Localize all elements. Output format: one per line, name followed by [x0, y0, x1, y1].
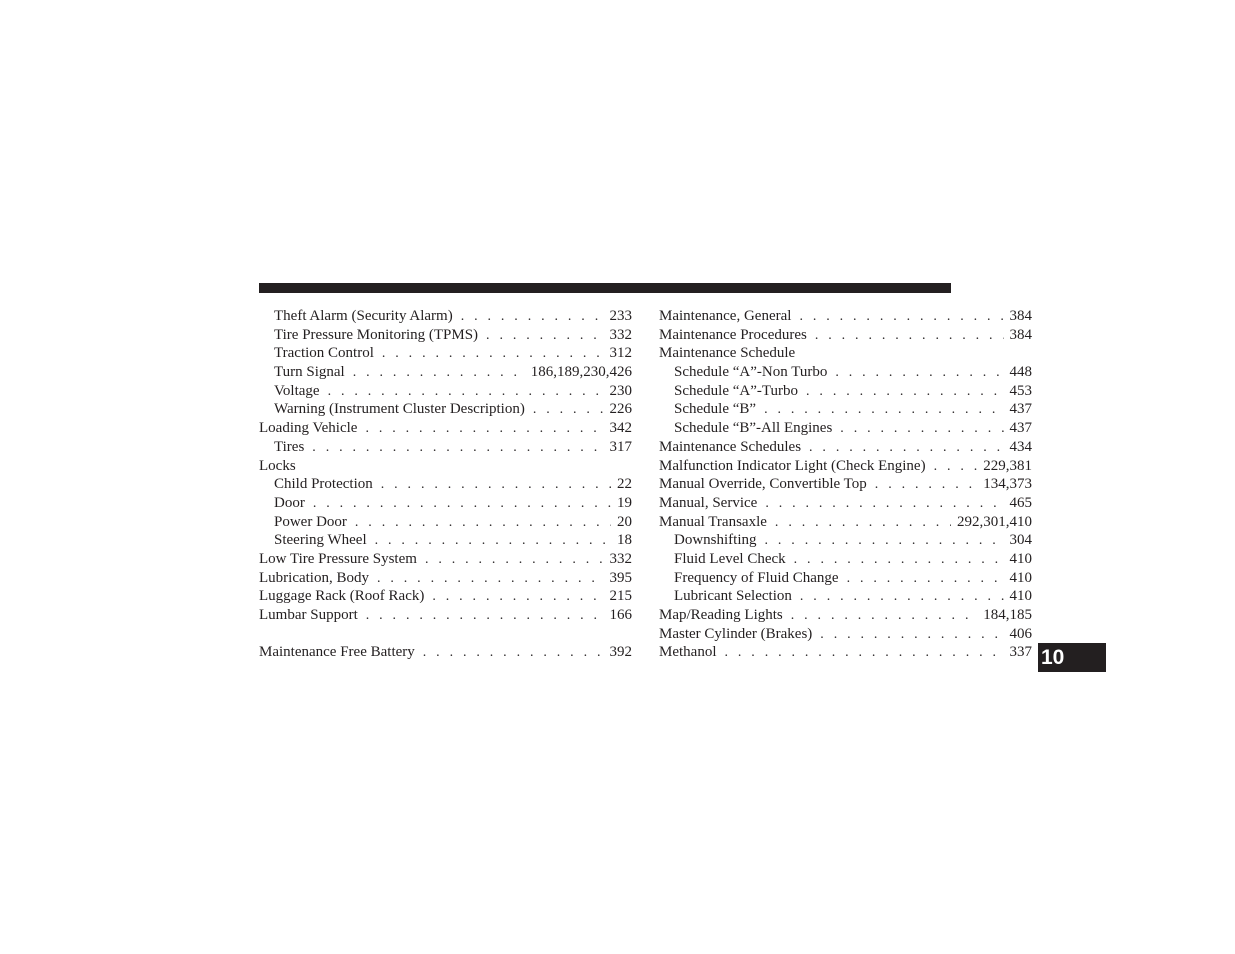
index-entry: Traction Control . . . 312: [259, 344, 632, 363]
index-entry: Lubricant Selection . . . 410: [659, 587, 1032, 606]
index-entry: Maintenance, General . . . 384: [659, 307, 1032, 326]
index-entry: Schedule “B” . . . 437: [659, 400, 1032, 419]
index-entry: Fluid Level Check . . . 410: [659, 550, 1032, 569]
index-entry: Tire Pressure Monitoring (TPMS) . . . 332: [259, 326, 632, 345]
index-entry: Manual Transaxle . . . 292,301,410: [659, 513, 1032, 532]
index-entry: Downshifting . . . 304: [659, 531, 1032, 550]
index-entry: Malfunction Indicator Light (Check Engine) . . . 229,381: [659, 457, 1032, 476]
index-entry: Luggage Rack (Roof Rack) . . . 215: [259, 587, 632, 606]
index-entry: Master Cylinder (Brakes) . . . 406: [659, 625, 1032, 644]
index-entry: Manual Override, Convertible Top . . . 134,373: [659, 475, 1032, 494]
index-entry: Low Tire Pressure System . . . 332: [259, 550, 632, 569]
index-entry: Tires . . . 317: [259, 438, 632, 457]
index-column-right: [659, 307, 1032, 662]
index-entry: Maintenance Procedures . . . 384: [659, 326, 1032, 345]
header-rule: [259, 283, 951, 293]
index-entry: Lubrication, Body . . . 395: [259, 569, 632, 588]
chapter-tab: 10: [1038, 643, 1106, 672]
index-entry: Map/Reading Lights . . . 184,185: [659, 606, 1032, 625]
index-entry: Steering Wheel . . . 18: [259, 531, 632, 550]
index-entry: Lumbar Support . . . 166: [259, 606, 632, 625]
index-entry: Manual, Service . . . 465: [659, 494, 1032, 513]
index-entry: Child Protection . . . 22: [259, 475, 632, 494]
index-heading: Locks: [259, 457, 296, 474]
index-entry: Schedule “B”-All Engines . . . 437: [659, 419, 1032, 438]
index-entry: Methanol . . . 337: [659, 643, 1032, 662]
index-entry: Power Door . . . 20: [259, 513, 632, 532]
index-entry: Loading Vehicle . . . 342: [259, 419, 632, 438]
index-entry: Schedule “A”-Non Turbo . . . 448: [659, 363, 1032, 382]
index-heading: Maintenance Schedule: [659, 345, 796, 362]
index-column-left: [259, 307, 632, 662]
index-entry: Theft Alarm (Security Alarm) . . . 233: [259, 307, 632, 326]
index-entry: Maintenance Free Battery . . . 392: [259, 643, 632, 662]
index-entry: Schedule “A”-Turbo . . . 453: [659, 382, 1032, 401]
index-entry: Maintenance Schedules . . . 434: [659, 438, 1032, 457]
index-entry: Frequency of Fluid Change . . . 410: [659, 569, 1032, 588]
index-entry: Door . . . 19: [259, 494, 632, 513]
index-entry: Voltage . . . 230: [259, 382, 632, 401]
index-entry: Warning (Instrument Cluster Description) . . . 226: [259, 400, 632, 419]
index-entry: Turn Signal . . . 186,189,230,426: [259, 363, 632, 382]
